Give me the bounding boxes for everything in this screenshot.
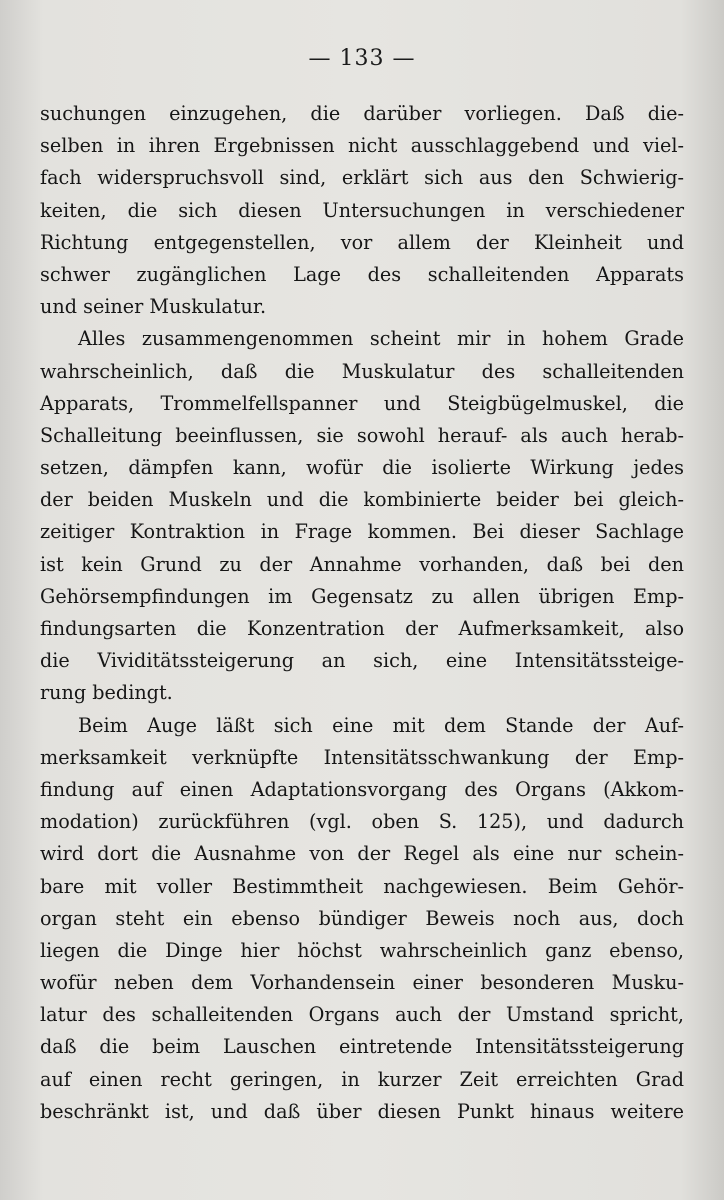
text-line: fach widerspruchsvoll sind, erklärt sich aus den Schwierig-: [40, 166, 684, 190]
text-line: wofür neben dem Vorhandensein einer besonderen Musku-: [40, 971, 684, 995]
page-number: — 133 —: [308, 46, 416, 71]
text-line: der beiden Muskeln und die kombinierte beider bei gleich-: [40, 488, 684, 512]
text-line: latur des schalleitenden Organs auch der Umstand spricht,: [40, 1003, 684, 1027]
text-line: beschränkt ist, und daß über diesen Punkt hinaus weitere: [40, 1099, 684, 1123]
text-line: merksamkeit verknüpfte Intensitätsschwankung der Emp-: [40, 745, 684, 769]
text-line: rung bedingt.: [40, 681, 173, 705]
text-line: ist kein Grund zu der Annahme vorhanden, daß bei den: [40, 552, 684, 576]
text-line: auf einen recht geringen, in kurzer Zeit erreichten Grad: [40, 1067, 684, 1091]
text-line: Apparats, Trommelfellspanner und Steigbügelmuskel, die: [40, 391, 684, 415]
text-line: suchungen einzugehen, die darüber vorliegen. Daß die-: [40, 102, 684, 125]
text-line: zeitiger Kontraktion in Frage kommen. Bei dieser Sachlage: [40, 520, 684, 544]
text-line: findung auf einen Adaptationsvorgang des Organs (Akkom-: [40, 777, 684, 801]
text-line: Schalleitung beeinflussen, sie sowohl herauf- als auch herab-: [40, 423, 684, 447]
text-line: keiten, die sich diesen Untersuchungen in verschiedener: [40, 198, 684, 222]
text-line: Richtung entgegenstellen, vor allem der Kleinheit und: [40, 230, 684, 254]
text-line: setzen, dämpfen kann, wofür die isolierte Wirkung jedes: [40, 456, 684, 480]
text-line: Alles zusammengenommen scheint mir in hohem Grade: [78, 327, 684, 351]
text-line: liegen die Dinge hier höchst wahrscheinlich ganz ebenso,: [40, 938, 684, 962]
text-line: findungsarten die Konzentration der Aufmerksamkeit, also: [40, 617, 684, 640]
text-line: modation) zurückführen (vgl. oben S. 125), und dadurch: [40, 810, 684, 834]
text-line: Beim Auge läßt sich eine mit dem Stande der Auf-: [78, 713, 684, 737]
text-line: selben in ihren Ergebnissen nicht ausschlaggebend und viel-: [40, 134, 684, 158]
text-line: bare mit voller Bestimmtheit nachgewiesen. Beim Gehör-: [40, 874, 684, 898]
text-line: schwer zugänglichen Lage des schalleitenden Apparats: [40, 262, 684, 286]
text-line: die Vividitätssteigerung an sich, eine Intensitätssteige-: [40, 649, 684, 673]
text-line: daß die beim Lauschen eintretende Intensitätssteigerung: [40, 1035, 684, 1059]
text-line: wird dort die Ausnahme von der Regel als eine nur schein-: [40, 842, 684, 866]
text-line: wahrscheinlich, daß die Muskulatur des schalleitenden: [40, 359, 684, 383]
text-line: Gehörsempfindungen im Gegensatz zu allen übrigen Emp-: [40, 584, 684, 608]
text-line: und seiner Muskulatur.: [40, 295, 267, 319]
body-text: [40, 98, 684, 1128]
text-line: organ steht ein ebenso bündiger Beweis noch aus, doch: [40, 906, 684, 930]
